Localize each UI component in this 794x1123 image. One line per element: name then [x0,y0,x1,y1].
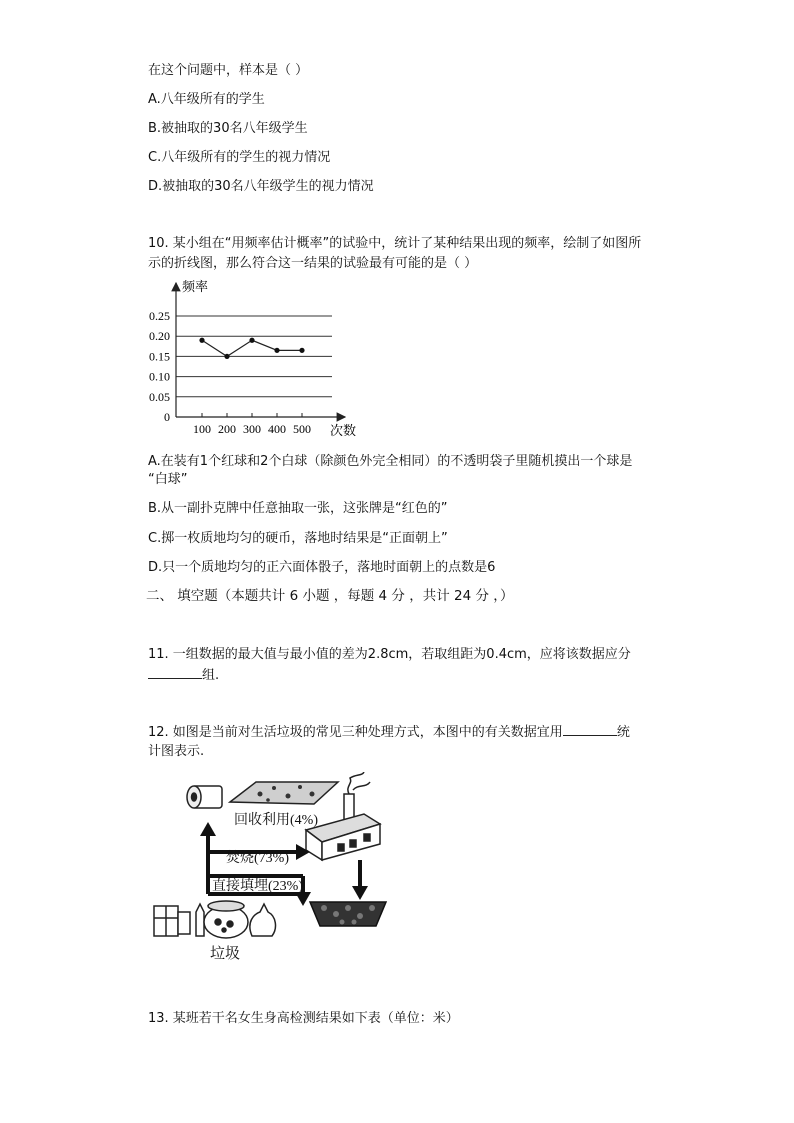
q12-line1-suffix: 统 [616,725,630,740]
paper-roll-icon [187,786,222,808]
x-tick-label: 400 [268,422,286,436]
q10-option-a-line2: “白球” [148,472,188,487]
garbage-treatment-figure [148,772,398,967]
q12-line2: 计图表示. [148,744,205,759]
q11-line2-suffix: 组. [202,668,220,683]
recycled-material-icon [230,782,338,804]
y-axis-label: 频率 [182,279,209,294]
data-point [299,348,304,353]
y-tick-label: 0.15 [149,349,170,364]
garbage-pile-icon [154,901,275,938]
q11-line2 [148,666,219,685]
y-tick-label: 0.20 [149,329,170,344]
data-point [274,348,279,353]
landfill-pit-icon [310,902,386,926]
q10-option-b: B.从一副扑克牌中任意抽取一张，这张牌是“红色的” [148,501,448,516]
q12-line1 [148,723,630,742]
y-tick-label: 0.25 [149,309,170,323]
q9-option-d: D.被抽取的30名八年级学生的视力情况 [148,179,374,194]
q9-option-b: B.被抽取的30名八年级学生 [148,121,308,136]
landfill-label: 直接填埋(23%) [212,879,303,894]
x-tick-label: 100 [193,422,211,436]
q13-stem: 13. 某班若干名女生身高检测结果如下表（单位：米） [148,1011,459,1026]
data-point [199,338,204,343]
q10-stem-line2: 示的折线图，那么符合这一结果的试验最有可能的是（ ） [148,256,478,271]
garbage-label: 垃圾 [210,946,241,962]
answer-blank[interactable] [563,723,617,736]
x-tick-label: 200 [218,422,236,436]
answer-blank[interactable] [148,666,202,679]
x-tick-label: 300 [243,422,261,436]
section-heading: 二、 填空题（本题共计 6 小题 ，每题 4 分 ，共计 24 分 ，） [146,588,514,604]
burn-label: 焚烧(73%) [226,851,289,866]
q10-option-a-line1: A.在装有1个红球和2个白球（除颜色外完全相同）的不透明袋子里随机摸出一个球是 [148,454,633,469]
q10-stem-line1: 10. 某小组在“用频率估计概率”的试验中，统计了某种结果出现的频率，绘制了如图所 [148,236,642,251]
data-point [224,354,229,359]
q10-option-d: D.只一个质地均匀的正六面体骰子，落地时面朝上的点数是6 [148,560,496,575]
q12-line1-prefix: 12. 如图是当前对生活垃圾的常见三种处理方式，本图中的有关数据宜用 [148,725,563,740]
y-tick-label: 0.05 [149,389,170,404]
y-tick-label: 0.10 [149,369,170,384]
x-axis-label: 次数 [330,423,357,438]
frequency-line-chart [140,275,370,440]
data-point [249,338,254,343]
q11-line1: 11. 一组数据的最大值与最小值的差为2.8cm，若取组距为0.4cm，应将该数据应分 [148,647,631,662]
q9-stem: 在这个问题中，样本是（ ） [148,63,309,78]
x-tick-label: 500 [293,422,311,436]
q9-option-a: A.八年级所有的学生 [148,92,265,107]
recycle-label: 回收利用(4%) [234,813,318,828]
q10-option-c: C.掷一枚质地均匀的硬币，落地时结果是“正面朝上” [148,531,448,546]
y-tick-label: 0 [164,410,170,424]
q9-option-c: C.八年级所有的学生的视力情况 [148,150,331,165]
